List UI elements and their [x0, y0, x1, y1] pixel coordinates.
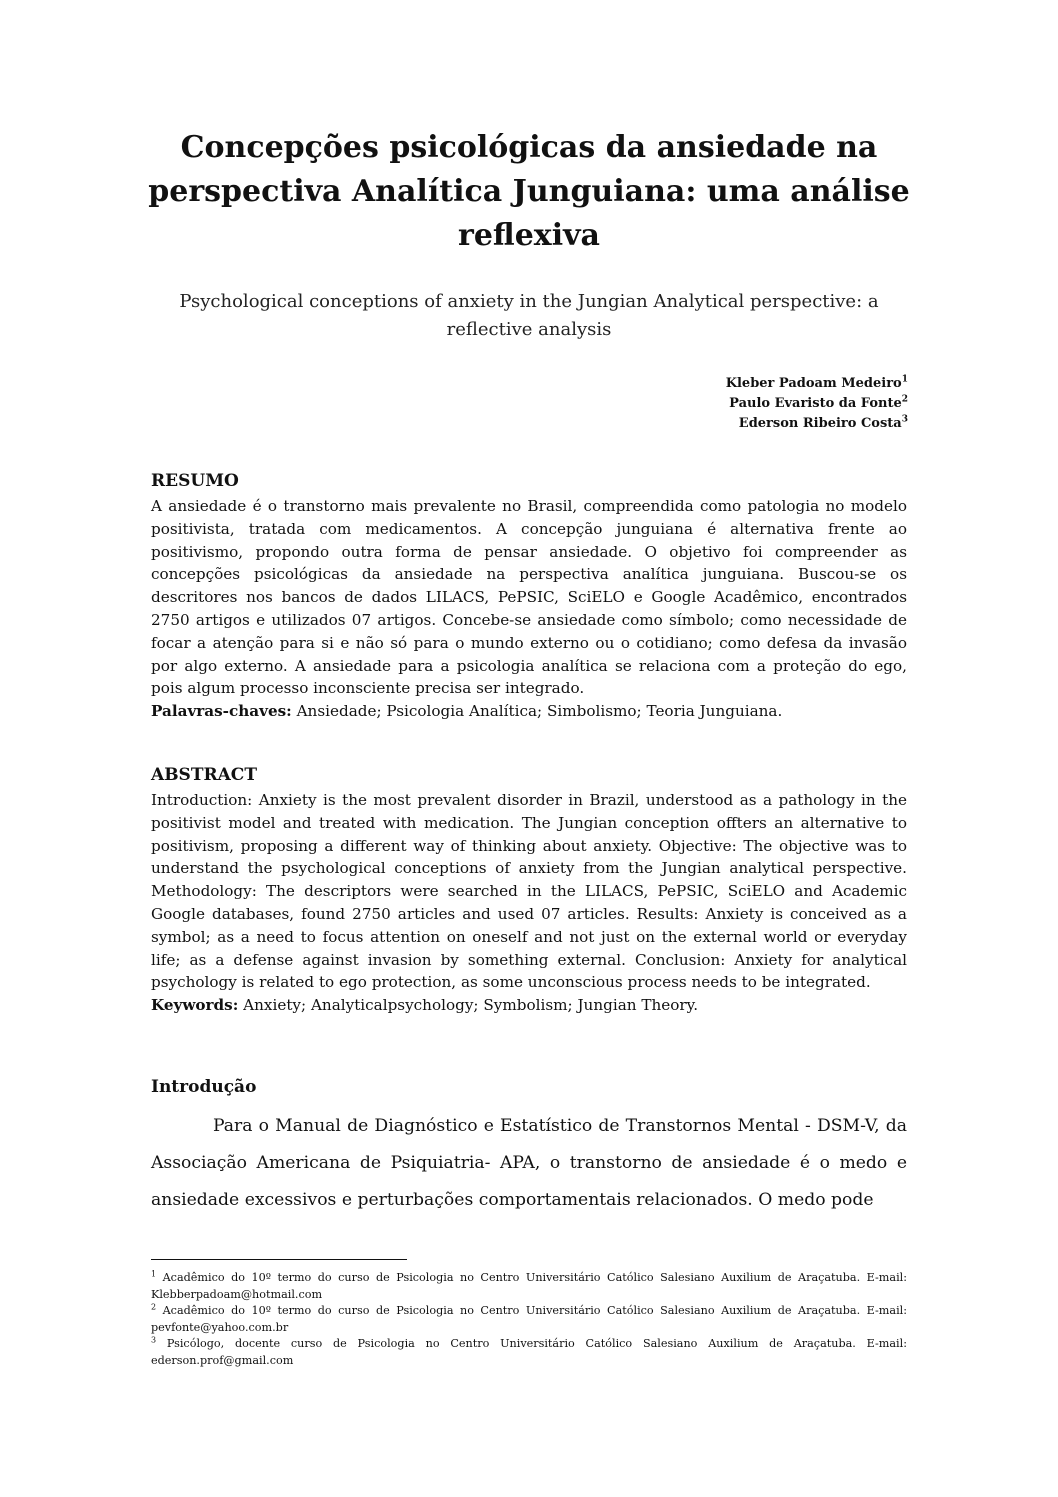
resumo-keywords: [151, 700, 907, 723]
introducao-text: Para o Manual de Diagnóstico e Estatístico de Transtornos Mental - DSM-V, da Associação Americana de Psiquiatria- APA, o transtorno de ansiedade é o medo e ansiedade excessivos e perturbações comportamentais relacionados. O medo pode: [151, 1116, 907, 1210]
keywords-label: Palavras-chaves:: [151, 702, 292, 721]
footnote-marker: 1: [151, 1269, 157, 1279]
paper-subtitle: Psychological conceptions of anxiety in the Jungian Analytical perspective: a reflective analysis: [179, 291, 879, 340]
footnote-divider: [151, 1259, 407, 1260]
resumo-heading: RESUMO: [151, 471, 239, 491]
author-name: Ederson Ribeiro Costa: [738, 416, 902, 431]
author: [726, 414, 908, 434]
introducao-heading: Introdução: [151, 1077, 257, 1097]
footnote-marker: 2: [151, 1302, 157, 1312]
footnote-marker: 3: [151, 1335, 157, 1345]
author-name: Kleber Padoam Medeiro: [725, 376, 902, 391]
footnote: [151, 1336, 907, 1369]
resumo-section: [151, 495, 907, 723]
keywords-label: Keywords:: [151, 996, 239, 1015]
footnotes: [151, 1270, 907, 1369]
paper-title: Concepções psicológicas da ansiedade na perspectiva Analítica Junguiana: uma análise reflexiva: [148, 130, 910, 253]
author-name: Paulo Evaristo da Fonte: [729, 396, 902, 411]
footnote: [151, 1303, 907, 1336]
footnote-text: Acadêmico do 10º termo do curso de Psicologia no Centro Universitário Católico Salesiano Auxilium de Araçatuba. E-mail: Klebberpadoam@hotmail.com: [151, 1271, 907, 1301]
footnote-marker: 1: [901, 374, 908, 385]
footnote-marker: 2: [901, 394, 908, 405]
resumo-text: A ansiedade é o transtorno mais prevalente no Brasil, compreendida como patologia no modelo positivista, tratada com medicamentos. A concepção junguiana é alternativa frente ao positivismo, propondo outra forma de pensar ansiedade. O objetivo foi compreender as concepções psicológicas da ansiedade na perspectiva analítica junguiana. Buscou-se os descritores nos bancos de dados LILACS, PePSIC, SciELO e Google Acadêmico, encontrados 2750 artigos e utilizados 07 artigos. Concebe-se ansiedade como símbolo; como necessidade de focar a atenção para si e não só para o mundo externo ou o cotidiano; como defesa da invasão por algo externo. A ansiedade para a psicologia analítica se relaciona com a proteção do ego, pois algum processo inconsciente precisa ser integrado.: [151, 497, 907, 698]
abstract-keywords: [151, 994, 907, 1017]
footnote-text: Acadêmico do 10º termo do curso de Psicologia no Centro Universitário Católico Salesiano Auxilium de Araçatuba. E-mail: pevfonte@yahoo.com.br: [151, 1304, 907, 1334]
abstract-text: Introduction: Anxiety is the most prevalent disorder in Brazil, understood as a pathology in the positivist model and treated with medication. The Jungian conception offters an alternative to positivism, proposing a different way of thinking about anxiety. Objective: The objective was to understand the psychological conceptions of anxiety from the Jungian analytical perspective. Methodology: The descriptors were searched in the LILACS, PePSIC, SciELO and Academic Google databases, found 2750 articles and used 07 articles. Results: Anxiety is conceived as a symbol; as a need to focus attention on oneself and not just on the external world or everyday life; as a defense against invasion by something external. Conclusion: Anxiety for analytical psychology is related to ego protection, as some unconscious process needs to be integrated.: [151, 791, 907, 992]
author-list: [726, 374, 908, 434]
keywords-text: Ansiedade; Psicologia Analítica; Simbolismo; Teoria Junguiana.: [296, 702, 783, 721]
introducao-section: [151, 1108, 907, 1219]
author: [726, 394, 908, 414]
footnote: [151, 1270, 907, 1303]
author: [726, 374, 908, 394]
footnote-marker: 3: [901, 414, 908, 425]
abstract-heading: ABSTRACT: [151, 765, 257, 785]
keywords-text: Anxiety; Analyticalpsychology; Symbolism; Jungian Theory.: [243, 996, 699, 1015]
abstract-section: [151, 789, 907, 1017]
footnote-text: Psicólogo, docente curso de Psicologia no Centro Universitário Católico Salesiano Auxilium de Araçatuba. E-mail: ederson.prof@gmail.com: [151, 1337, 907, 1367]
